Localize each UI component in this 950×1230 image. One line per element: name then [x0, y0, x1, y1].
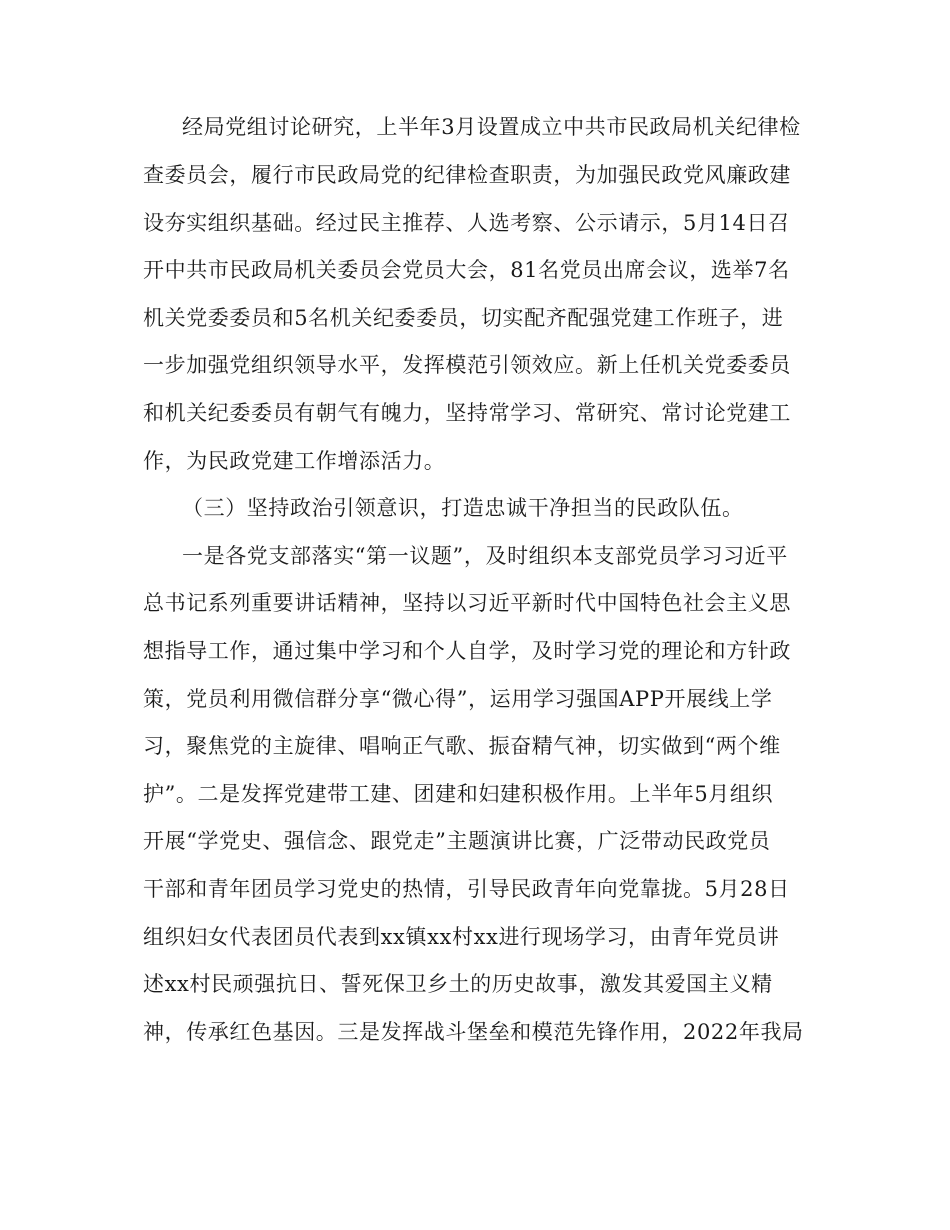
paragraph-line-14: 习，聚焦党的主旋律、唱响正气歌、振奋精气神，切实做到“两个维 — [143, 734, 781, 758]
paragraph-line-12: 想指导工作，通过集中学习和个人自学，及时学习党的理论和方针政 — [143, 639, 791, 663]
paragraph-line-4: 开中共市民政局机关委员会党员大会，81名党员出席会议，选举7名 — [143, 258, 790, 282]
paragraph-line-3: 设夯实组织基础。经过民主推荐、人选考察、公示请示，5月14日召 — [143, 211, 790, 235]
paragraph-line-13: 策，党员利用微信群分享“微心得”，运用学习强国APP开展线上学 — [143, 687, 773, 711]
paragraph-line-17: 干部和青年团员学习党史的热情，引导民政青年向党靠拢。5月28日 — [143, 877, 790, 901]
paragraph-line-5: 机关党委委员和5名机关纪委委员，切实配齐配强党建工作班子，进 — [143, 306, 784, 330]
paragraph-line-10: 一是各党支部落实“第一议题”，及时组织本支部党员学习习近平 — [182, 544, 788, 568]
paragraph-line-7: 和机关纪委委员有朝气有魄力，坚持常学习、常研究、常讨论党建工 — [143, 401, 791, 425]
paragraph-line-20: 神，传承红色基因。三是发挥战斗堡垒和模范先锋作用，2022年我局 — [143, 1020, 804, 1044]
section-heading: （三）坚持政治引领意识，打造忠诚干净担当的民政队伍。 — [182, 496, 744, 520]
paragraph-line-8: 作，为民政党建工作增添活力。 — [143, 449, 446, 473]
paragraph-line-6: 一步加强党组织领导水平，发挥模范引领效应。新上任机关党委委员 — [143, 353, 791, 377]
paragraph-line-19: 述xx村民顽强抗日、誓死保卫乡土的历史故事，激发其爱国主义精 — [143, 972, 773, 996]
paragraph-line-11: 总书记系列重要讲话精神，坚持以习近平新时代中国特色社会主义思 — [143, 591, 791, 615]
paragraph-line-16: 开展“学党史、强信念、跟党走”主题演讲比赛，广泛带动民政党员 — [143, 829, 771, 853]
paragraph-line-1: 经局党组讨论研究，上半年3月设置成立中共市民政局机关纪律检 — [182, 115, 801, 139]
paragraph-line-18: 组织妇女代表团员代表到xx镇xx村xx进行现场学习，由青年党员讲 — [143, 925, 780, 949]
paragraph-line-15: 护”。二是发挥党建带工建、团建和妇建积极作用。上半年5月组织 — [143, 782, 774, 806]
paragraph-line-2: 查委员会，履行市民政局党的纪律检查职责，为加强民政党风廉政建 — [143, 163, 791, 187]
